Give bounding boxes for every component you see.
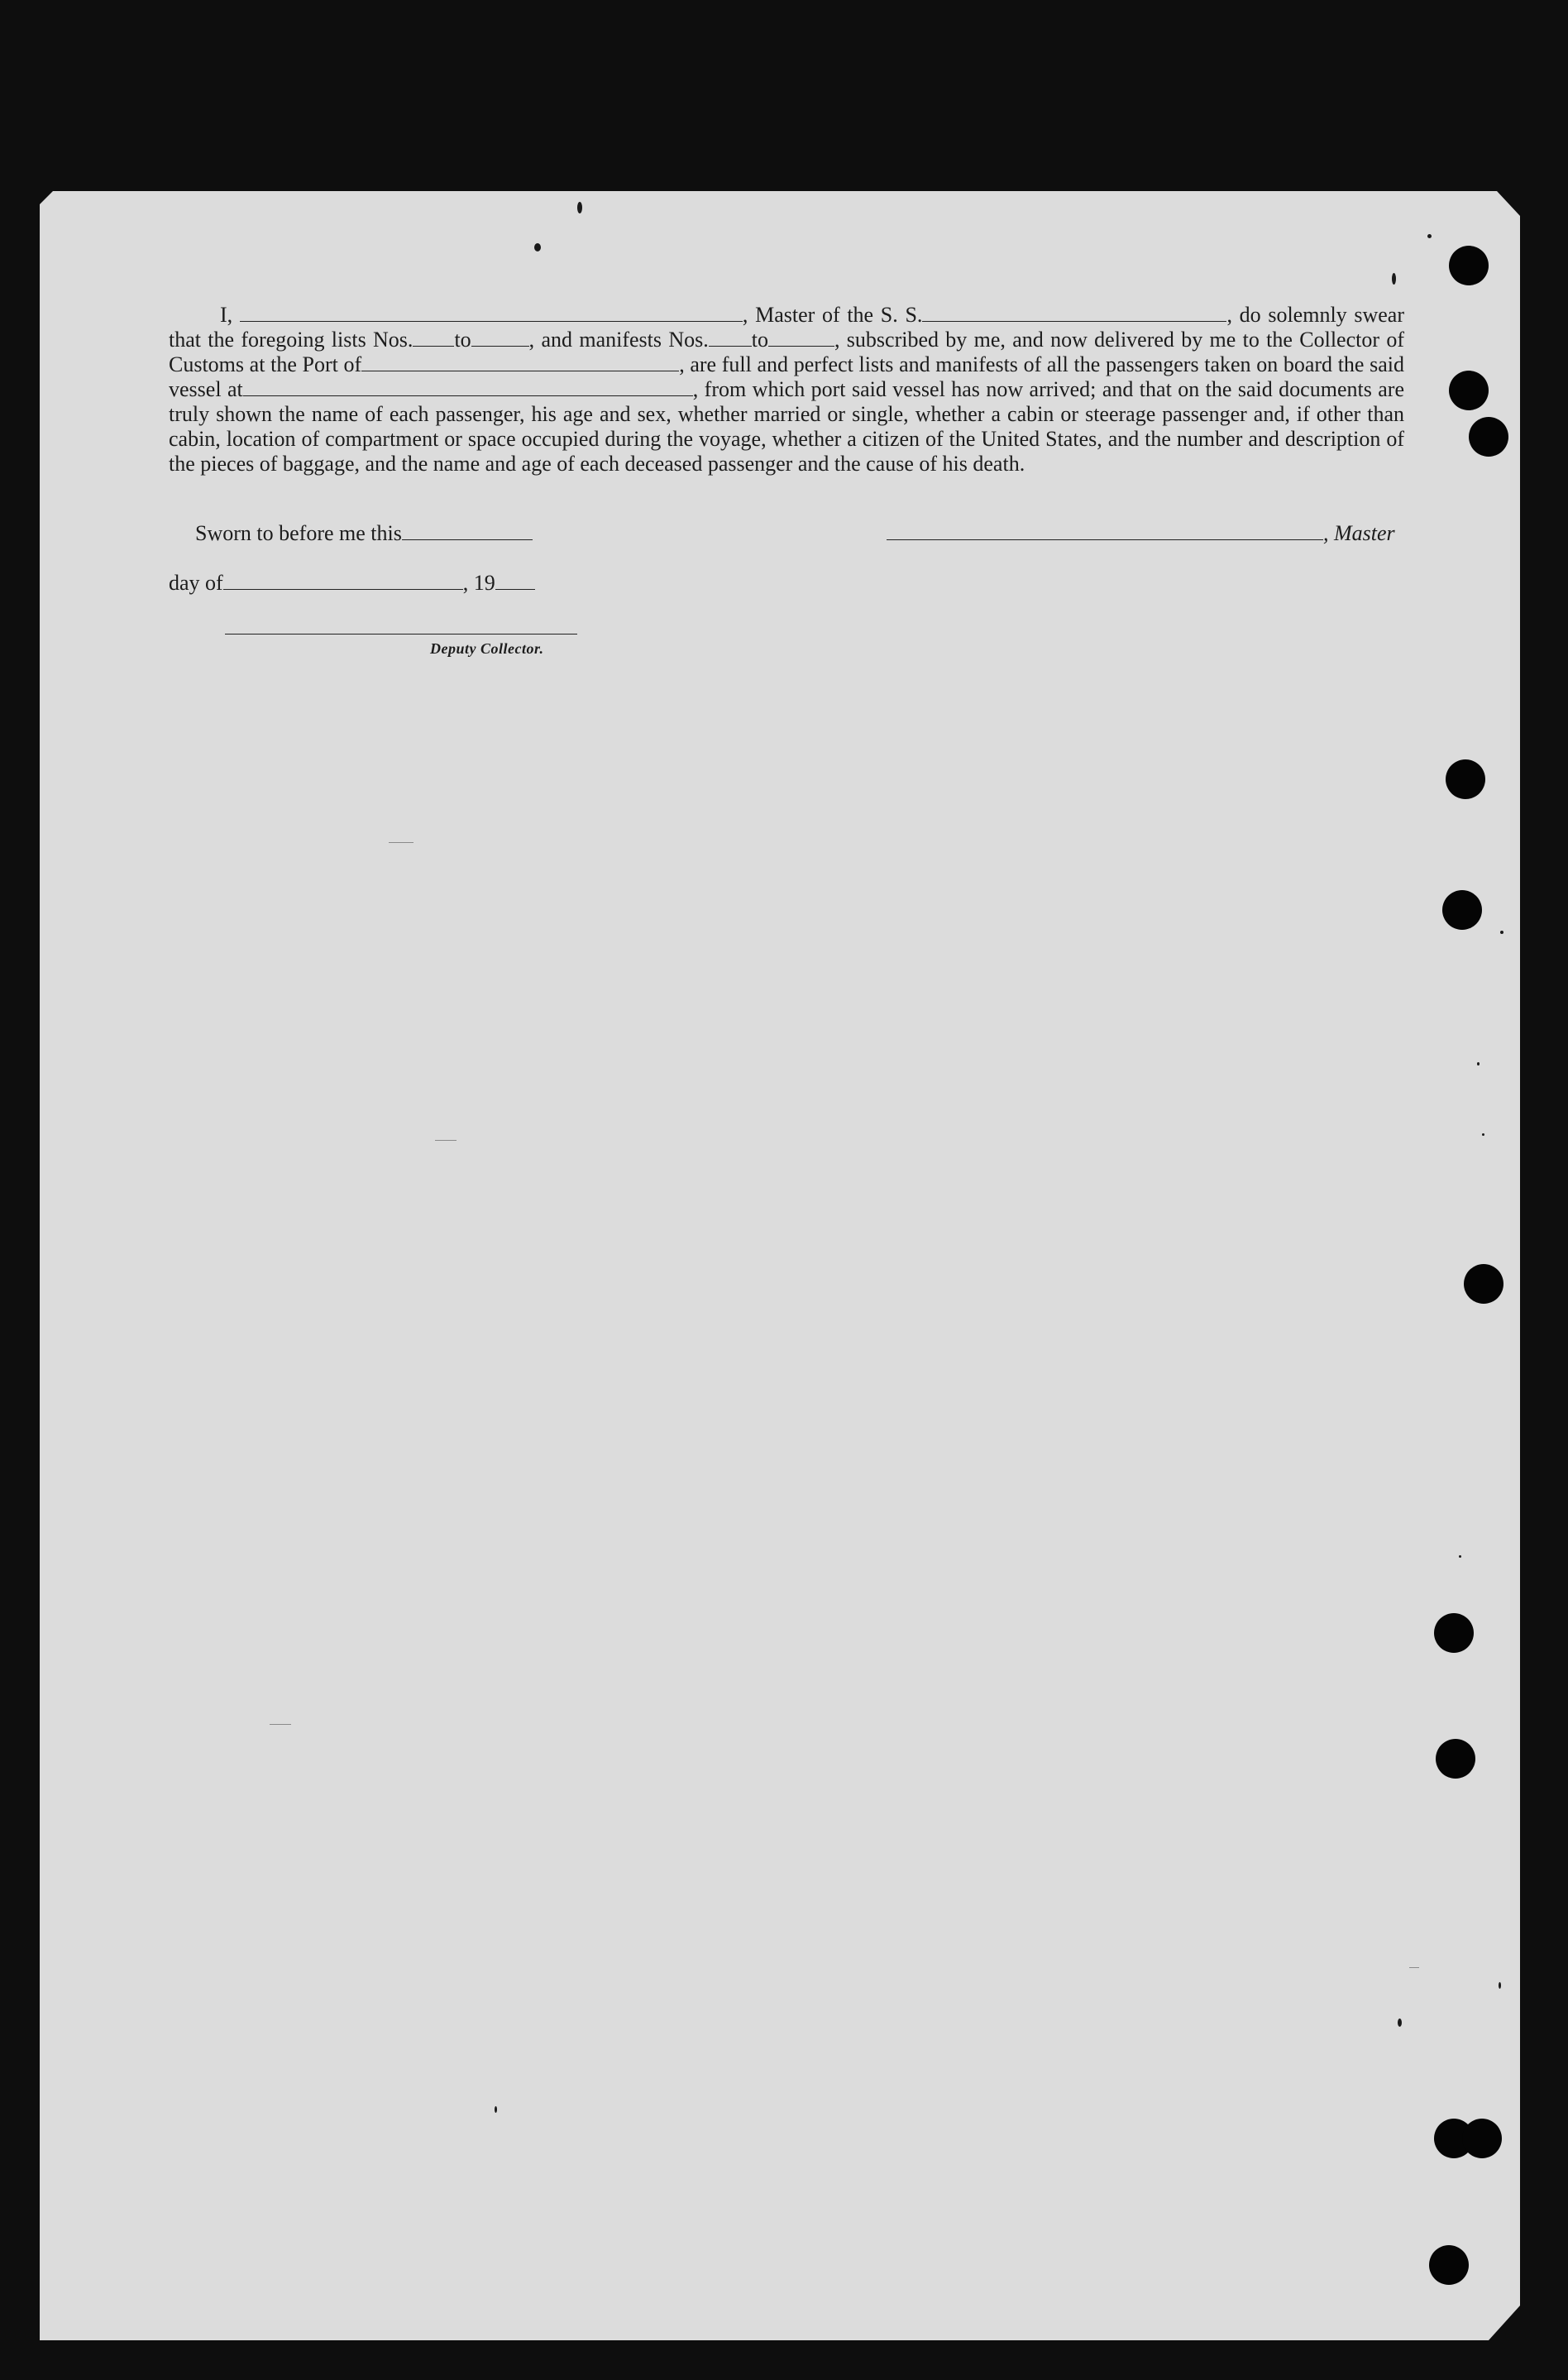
month-field	[223, 572, 463, 590]
oath-text: , from which port said vessel has now arrived; and that on the said documents are truly shown the name of each passenger, his age and sex, whether married or single, whether a cabin or steerage passenger and, if other than cabin, location of compartment or space occupied during the voyage, whether a citizen of the United States, and the number and description of the pieces of baggage, and the name and age of each deceased passenger and the cause of his death.	[169, 377, 1405, 476]
oath-text: , do solemnly swear that the foregoing lists Nos.	[169, 303, 1405, 352]
port-field	[361, 354, 679, 371]
punch-hole	[1469, 417, 1508, 457]
ink-speck	[1392, 273, 1396, 285]
faint-mark	[389, 842, 414, 843]
ink-speck	[1398, 2018, 1402, 2027]
ink-speck	[1499, 1982, 1501, 1989]
sworn-label: Sworn to before me this	[195, 521, 402, 545]
deputy-collector-label: Deputy Collector.	[430, 640, 544, 657]
master-signature-field	[887, 523, 1323, 540]
oath-text: to	[751, 328, 768, 352]
master-label: , Master	[1323, 521, 1395, 545]
oath-paragraph	[169, 303, 1404, 476]
ink-speck	[1459, 1555, 1461, 1558]
punch-hole	[1429, 2245, 1469, 2285]
punch-hole	[1449, 246, 1489, 285]
faint-mark	[270, 1724, 291, 1725]
master-signature-row	[887, 521, 1395, 546]
punch-hole	[1464, 1264, 1503, 1304]
punch-hole	[1449, 371, 1489, 410]
manifests-from-field	[709, 329, 752, 347]
form-page	[40, 191, 1520, 2340]
punch-hole	[1434, 1613, 1474, 1653]
vessel-name-field	[922, 304, 1226, 322]
punch-hole	[1442, 890, 1482, 930]
manifests-to-field	[768, 329, 834, 347]
faint-mark	[1409, 1967, 1419, 1968]
ink-speck	[577, 202, 582, 213]
oath-text: , and manifests Nos.	[528, 328, 709, 352]
ink-speck	[1500, 931, 1503, 934]
punch-hole	[1436, 1739, 1475, 1779]
oath-text: I,	[220, 303, 240, 327]
oath-text: , Master of the S. S.	[742, 303, 923, 327]
master-name-field	[240, 304, 743, 322]
oath-text: , are full and perfect lists and manifests of all the passengers taken on board the said vessel at	[169, 352, 1405, 401]
year-field	[495, 572, 535, 590]
lists-from-field	[413, 329, 454, 347]
faint-mark	[435, 1140, 457, 1141]
oath-text: , subscribed by me, and now delivered by me to the Collector of Customs at the Port of	[169, 328, 1405, 376]
ink-speck	[495, 2106, 497, 2113]
ink-speck	[1477, 1062, 1480, 1065]
deputy-signature-field	[225, 634, 577, 635]
punch-hole	[1446, 759, 1485, 799]
ink-speck	[1482, 1133, 1484, 1136]
punch-hole	[1462, 2119, 1502, 2158]
lists-to-field	[471, 329, 529, 347]
year-label: , 19	[462, 571, 495, 595]
sworn-row	[195, 521, 533, 546]
sworn-day-field	[402, 523, 533, 540]
day-of-row	[169, 571, 535, 596]
oath-text: to	[454, 328, 471, 352]
departure-port-field	[243, 379, 693, 396]
ink-speck	[1427, 234, 1432, 238]
ink-speck	[534, 243, 541, 251]
day-of-label: day of	[169, 571, 223, 595]
